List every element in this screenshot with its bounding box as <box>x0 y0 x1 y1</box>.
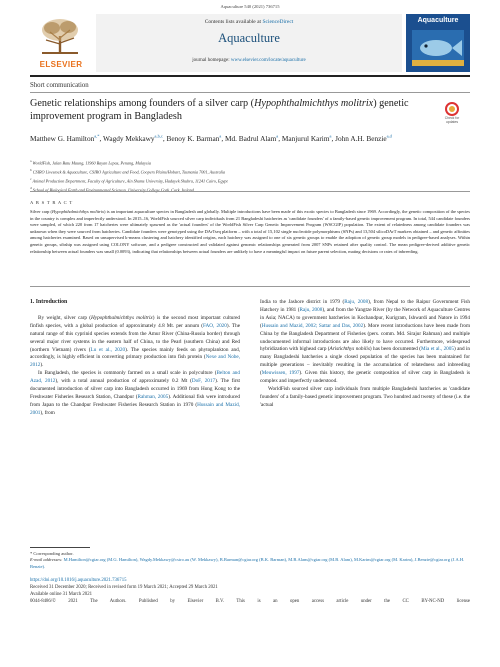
citation-link[interactable]: Nexe and Nobe, 2012 <box>30 354 240 369</box>
citation-link[interactable]: Raju, 2008 <box>344 299 369 305</box>
masthead <box>30 14 470 72</box>
affiliation: $^b$CSIRO Livestock & Aquaculture, CSIRO Agriculture and Food, Coopers Plains/Hobart, Tasmania 7001, Australia <box>30 167 226 175</box>
abstract-text: Silver carp (Hypophthalmichthys molitrix) is an important aquaculture species in Bangladesh and globally. Multiple introductions have been made of this exotic species to Bangladesh since 1969. Accordingly, the genetic composition of the species in the country is complex and imperfectly understood. In 2015–16, WorldFish sourced silver carp individuals from 21 Bangladeshi hatcheries as 'candidate founders' of a family-based genetic improvement program. In total, 544 candidate founders were sampled, of which 220 from 17 hatcheries were ultimately spawned as the 'actual founders' of the WorldFish Silver Carp Genetic Improvement Program (WSCGIP) population. The extent of relatedness among candidate founders was unknown when they were sourced from hatcheries. Candidate founders were genotyped using the DArTseq platform – with a total of 15,102 single nucleotide polymorphisms (SNPs) and 13,504 silicoDArT markers obtained – and genetic affinities among hatcheries examined. Based on unsupervised k-means clustering and hatchery identified origins, each hatchery was assigned to one of six genetic groups to enable the adoption of genetic group models in pedigree-based analyses. Within genetic groups, sibship was assigned using COLONY software, and a pedigree constructed and validated against genomic relationships generated from 2007 SNPs retained after quality control. The mean pedigree-derived additive genetic relationship between actual founders was small (0.0093), indicating that relationships between actual founders are unlikely to have a meaningful impact on future parent selection, mating decisions or rates of inbreeding. <box>30 209 470 254</box>
abstract-bottom-rule <box>30 286 470 287</box>
citation-link[interactable]: Hussain and Mazid, 2002; Sattar and Das, 2002 <box>261 322 364 329</box>
citation-link[interactable]: Mia et al., 2005 <box>420 346 454 353</box>
cover-fish-icon <box>412 30 464 66</box>
citation-link[interactable]: Belton and Azad, 2012 <box>30 370 240 385</box>
author-list <box>30 131 460 144</box>
affiliation: $^c$Animal Production Department, Faculty of Agriculture, Ain Shams University, Hadayek Shubra, 11241 Cairo, Egypt <box>30 176 228 184</box>
check-updates-icon <box>445 102 459 116</box>
check-for-updates-badge[interactable] <box>440 102 464 128</box>
affiliations <box>30 158 470 194</box>
intro-paragraph-2-continued: India to the Jashore district in 1979 (Raju, 2008), from Nepal to the Raipur Government Fish Hatchery in 1981 (Raju, 2008), and from the Yangtze River (by the Network of Aquaculture Centres in Asia; NACA) to government hatcheries in Kochandpur, Kurigram, Ishwardi and Natore in 1994 (Hussain and Mazid, 2002; Sattar and Das, 2002). More recent introductions have been made from China by the Bangladesh Department of Fisheries (pers. comm. Md. Sirajur Rahman) and multiple undocumented informal introductions are also likely to have occurred. Furthermore, widespread hybridization with bighead carp (Aristichthys nobilis) has been documented (Mia et al., 2005) and in many Bangladeshi hatcheries a single closed population of the species has been maintained for multiple generations – inevitably resulting in the accumulation of relatedness and inbreeding (Meuwissen, 1997). Given this history, the genetic composition of silver carp in Bangladesh is complex and imperfectly understood. <box>260 299 471 385</box>
body-column-right <box>260 299 470 410</box>
author[interactable]: Matthew G. Hamilton$^{a,*}$, <box>30 134 104 144</box>
citation-link[interactable]: Raju, 2008 <box>299 306 323 313</box>
title-part-2: ) genetic improvement program in Bangladesh <box>30 98 409 122</box>
cover-title: Aquaculture <box>417 17 459 24</box>
citation-link[interactable]: Meuwissen, 1997 <box>261 370 300 377</box>
section-rule <box>30 92 470 93</box>
citation-link[interactable]: DoF, 2017 <box>191 378 216 385</box>
journal-homepage-link[interactable]: www.elsevier.com/locate/aquaculture <box>230 58 306 63</box>
available-online: Available online 31 March 2021 <box>30 591 92 597</box>
homepage-prefix: journal homepage: <box>192 58 231 63</box>
doi-link[interactable]: https://doi.org/10.1016/j.aquaculture.2021.736715 <box>30 577 127 583</box>
journal-cover-thumbnail[interactable] <box>406 14 470 72</box>
citation-link[interactable]: Hussain and Mazid, 2001 <box>30 401 240 416</box>
article-type: Short communication <box>30 82 89 89</box>
abstract-heading: A B S T R A C T <box>30 200 74 205</box>
affiliation: $^a$WorldFish, Jalan Batu Maung, 11960 Bayan Lepas, Penang, Malaysia <box>30 159 151 166</box>
received-dates: Received 31 December 2020; Received in revised form 19 March 2021; Accepted 29 March 2021 <box>30 584 218 590</box>
email-addresses: E-mail addresses: M.Hamilton@cgiar.org (M.G. Hamilton), Wagdy.Mekkawy@csiro.au (W. Mekkawy), B.Barman@cgiar.org (B.K. Barman), M.B.Alam@cgiar.org (M.B. Alam), M.Karim@cgiar.org (M. Karim), J.Benzie@cgiar.org (J.A.H. Benzie). <box>30 557 465 570</box>
homepage-line <box>96 58 402 63</box>
intro-paragraph-2: In Bangladesh, the species is commonly farmed on a small scale in polyculture (Belton and Azad, 2012), with a total annual production of approximately 0.2 Mt (DoF, 2017). The first documented introduction of silver carp into Bangladesh occurred in 1969 from Hong Kong to the Freshwater Fisheries Research Station, Chandpur (Rahman, 2005). Additional fish were introduced from Japan to the Chandpur Freshwater Fisheries Research Station in 1970 (Hussain and Mazid, 2001), from <box>30 370 241 416</box>
elsevier-wordmark: ELSEVIER <box>39 60 83 69</box>
author[interactable]: Manjurul Karim$^a$, <box>281 134 336 144</box>
header-rule <box>30 75 470 77</box>
contents-line <box>96 19 402 25</box>
corresponding-author-note: * Corresponding author. <box>30 550 74 556</box>
contents-prefix: Contents lists available at <box>204 19 263 25</box>
journal-name: Aquaculture <box>218 31 280 45</box>
footnote-rule <box>30 547 90 548</box>
check-updates-label: Check for updates <box>444 116 460 124</box>
intro-paragraph-3: WorldFish sourced silver carp individuals from multiple Bangladeshi hatcheries as 'candidate founders' of a family-based genetic improvement program. Two hundred and twenty of these (i.e. the 'actual <box>260 385 470 408</box>
article-dates <box>30 577 470 605</box>
license-statement: 0044-8486/© 2021 The Authors. Published by Elsevier B.V. This is an open access article under the CC BY-NC-ND license <box>30 598 470 604</box>
citation-link[interactable]: Rahman, 2005 <box>137 393 169 400</box>
body-column-left <box>30 299 240 418</box>
title-part-1: Genetic relationships among founders of a silver carp ( <box>30 98 255 109</box>
author[interactable]: Benoy K. Barman$^a$, <box>166 134 225 144</box>
abstract-top-rule <box>30 191 470 192</box>
title-species: Hypophthalmichthys molitrix <box>254 98 374 109</box>
journal-banner <box>96 14 402 72</box>
citation-link[interactable]: Lu et al., 2020 <box>90 346 126 353</box>
section-heading-introduction: 1. Introduction <box>30 299 68 305</box>
article-title <box>30 97 410 123</box>
elsevier-tree-icon <box>36 16 84 56</box>
author[interactable]: John A.H. Benzie$^{a,d}$ <box>335 134 392 144</box>
sciencedirect-link[interactable]: ScienceDirect <box>262 19 294 25</box>
elsevier-logo[interactable] <box>30 14 92 72</box>
footnotes <box>30 547 470 605</box>
affiliation: $^d$School of Biological Earth and Environmental Sciences, University College Cork, Cork, Ireland <box>30 185 194 193</box>
email-links[interactable]: M.Hamilton@cgiar.org (M.G. Hamilton), Wagdy.Mekkawy@csiro.au (W. Mekkawy), B.Barman@cgiar.org (B.K. Barman), M.B.Alam@cgiar.org (M.B. Alam), M.Karim@cgiar.org (M. Karim), J.Benzie@cgiar.org (J.A.H. Benzie). <box>30 557 465 570</box>
citation-link[interactable]: FAO, 2020 <box>203 322 227 329</box>
intro-paragraph-1: By weight, silver carp (Hypophthalmichthys molitrix) is the second most important cultured finfish species, with a global production of approximately 4.8 Mt. per annum (FAO, 2020). The natural range of this cyprinid species extends from the Amur River (China-Russia border) through several major river systems in the eastern half of China, to the Pearl (southern China) and Red (northern Vietnam) rivers (Lu et al., 2020). The species mainly feeds on phytoplankton and, accordingly, is highly efficient in converting primary production into fish protein (Nexe and Nobe, 2012). <box>30 314 241 369</box>
author[interactable]: Wagdy Mekkawy$^{a,b,c}$, <box>103 134 167 144</box>
author[interactable]: Md. Badrul Alam$^a$, <box>225 134 282 144</box>
journal-citation: Aquaculture 540 (2021) 736715 <box>220 4 280 9</box>
